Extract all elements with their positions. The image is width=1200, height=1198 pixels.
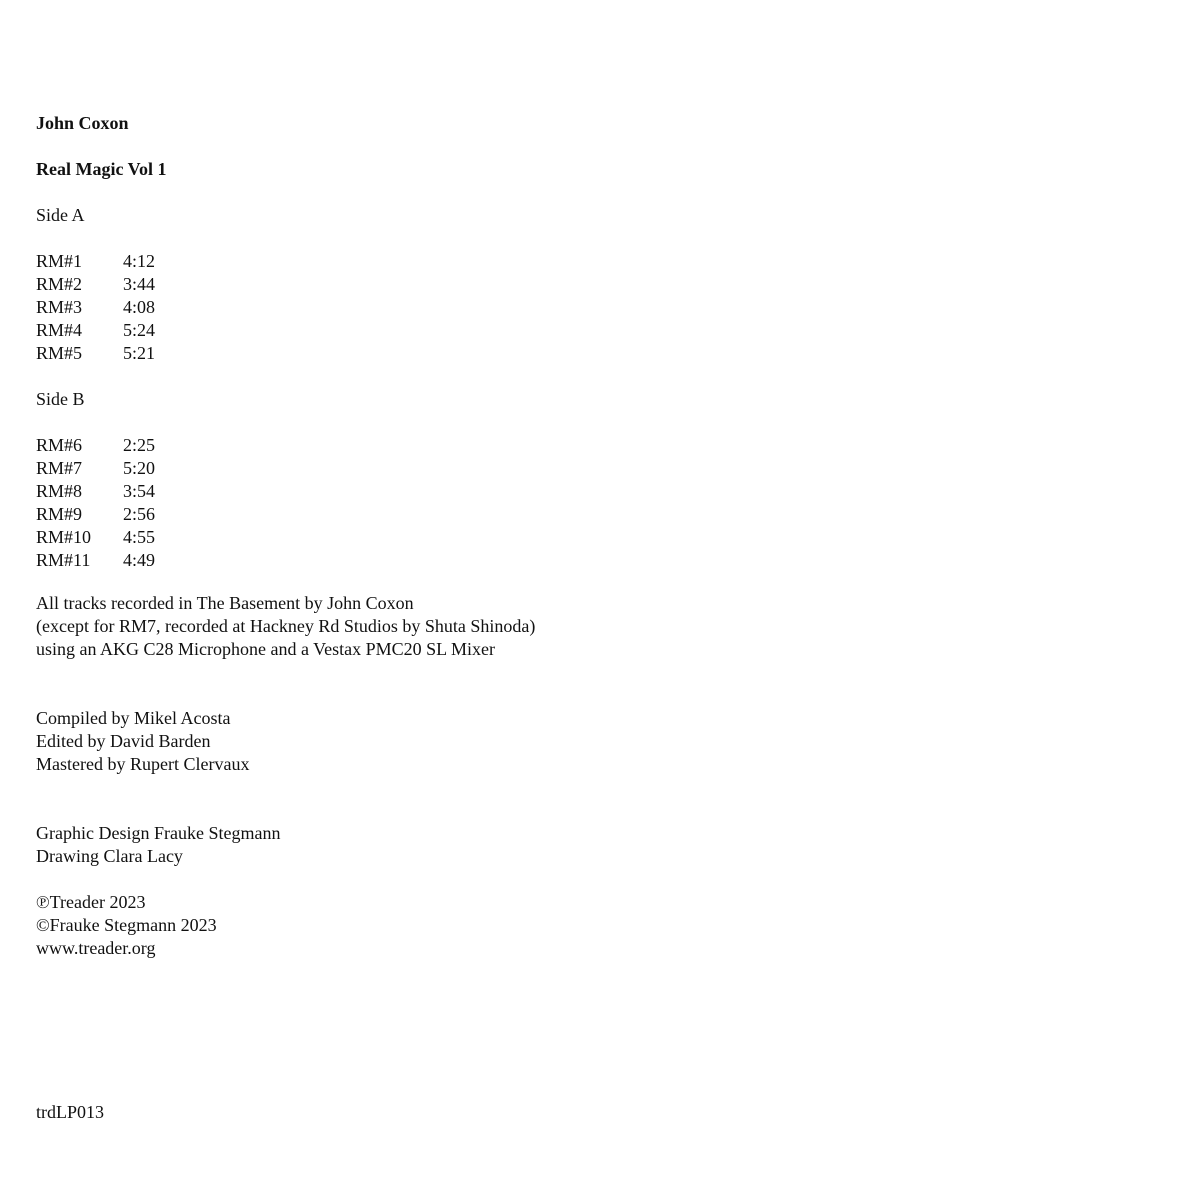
track-number: RM#1 [36,251,83,271]
track-row [36,503,155,526]
track-number: RM#10 [36,527,92,547]
track-number: RM#6 [36,435,83,455]
track-duration: 5:24 [123,320,156,340]
track-number: RM#9 [36,504,83,524]
track-duration: 4:55 [123,527,156,547]
credit-line: Mastered by Rupert Clervaux [36,754,250,774]
track-duration: 4:08 [123,297,156,317]
copyright-notice: ©Frauke Stegmann 2023 [36,915,217,935]
recording-note-line: using an AKG C28 Microphone and a Vestax PMC20 SL Mixer [36,639,495,659]
track-row [36,319,155,342]
track-duration: 4:12 [123,251,156,271]
phonographic-copyright: ℗Treader 2023 [36,892,146,912]
track-duration: 4:49 [123,550,156,570]
album-title: Real Magic Vol 1 [36,159,167,179]
artist-name: John Coxon [36,113,129,133]
track-number: RM#3 [36,297,83,317]
side-b-heading: Side B [36,389,85,409]
track-duration: 3:54 [123,481,156,501]
side-a-heading: Side A [36,205,85,225]
track-number: RM#11 [36,550,91,570]
track-row [36,342,155,365]
track-number: RM#5 [36,343,83,363]
track-duration: 5:21 [123,343,156,363]
track-row [36,434,155,457]
track-number: RM#4 [36,320,83,340]
track-row [36,273,155,296]
track-number: RM#8 [36,481,83,501]
track-duration: 3:44 [123,274,156,294]
track-row [36,250,155,273]
track-row [36,296,155,319]
website-url: www.treader.org [36,938,156,958]
credit-line: Compiled by Mikel Acosta [36,708,231,728]
track-row [36,480,155,503]
recording-note-line: All tracks recorded in The Basement by John Coxon [36,593,414,613]
track-row [36,549,155,572]
track-number: RM#2 [36,274,83,294]
track-duration: 2:25 [123,435,156,455]
track-number: RM#7 [36,458,83,478]
track-row [36,457,155,480]
track-duration: 2:56 [123,504,156,524]
track-row [36,526,155,549]
liner-notes-page [36,0,1176,1198]
catalog-number: trdLP013 [36,1102,105,1122]
credit-line: Drawing Clara Lacy [36,846,183,866]
track-duration: 5:20 [123,458,156,478]
recording-note-line: (except for RM7, recorded at Hackney Rd Studios by Shuta Shinoda) [36,616,536,636]
credit-line: Edited by David Barden [36,731,211,751]
credit-line: Graphic Design Frauke Stegmann [36,823,281,843]
